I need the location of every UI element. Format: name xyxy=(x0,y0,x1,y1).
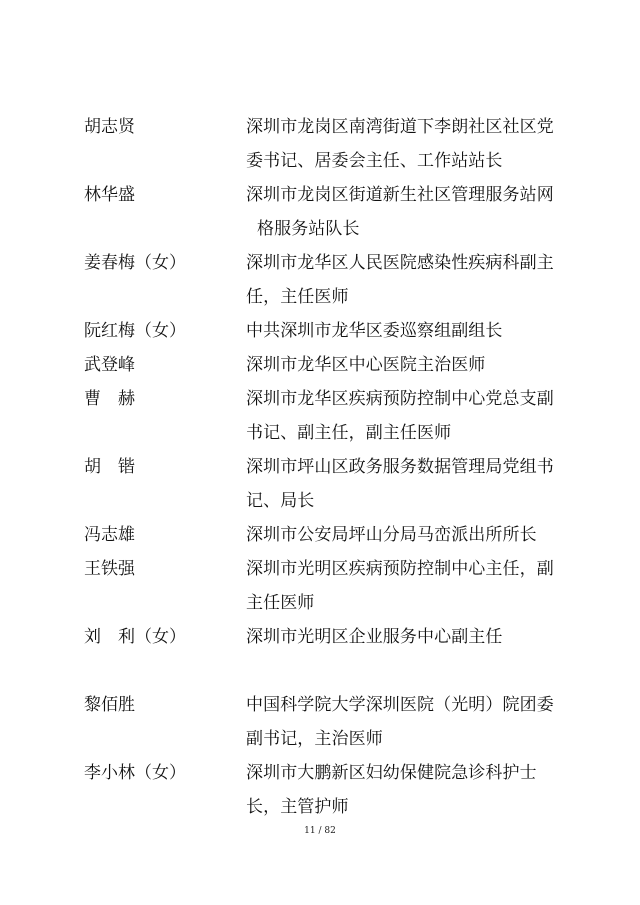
person-position xyxy=(246,756,564,824)
position-line: 深圳市龙华区中心医院主治医师 xyxy=(246,355,486,375)
position-line: 中国科学院大学深圳医院（光明）院团委 xyxy=(246,695,554,715)
person-name: 胡 锴 xyxy=(84,457,135,477)
position-line: 深圳市公安局坪山分局马峦派出所所长 xyxy=(246,525,537,545)
position-line: 记、局长 xyxy=(246,491,315,511)
position-line: 委书记、居委会主任、工作站站长 xyxy=(246,151,503,171)
person-position xyxy=(246,620,564,654)
position-line: 深圳市龙华区疾病预防控制中心党总支副 xyxy=(246,389,554,409)
list-item xyxy=(84,178,564,246)
position-line: 深圳市大鹏新区妇幼保健院急诊科护士 xyxy=(246,763,537,783)
person-position xyxy=(246,518,564,552)
position-line: 格服务站队长 xyxy=(246,219,360,239)
person-position xyxy=(246,110,564,178)
page-number: 11 / 82 xyxy=(304,826,336,836)
list-item xyxy=(84,348,564,382)
position-line: 深圳市坪山区政务服务数据管理局党组书 xyxy=(246,457,554,477)
person-position xyxy=(246,314,564,348)
person-name: 李小林（女） xyxy=(84,763,186,783)
position-line: 深圳市龙岗区南湾街道下李朗社区社区党 xyxy=(246,117,554,137)
person-name: 刘 利（女） xyxy=(84,627,186,647)
position-line: 深圳市光明区企业服务中心副主任 xyxy=(246,627,503,647)
list-item xyxy=(84,382,564,450)
person-position xyxy=(246,688,564,756)
list-item xyxy=(84,620,564,654)
person-position xyxy=(246,178,564,246)
person-position xyxy=(246,348,564,382)
person-name: 王铁强 xyxy=(84,559,135,579)
person-name: 黎佰胜 xyxy=(84,695,135,715)
position-line: 书记、副主任，副主任医师 xyxy=(246,423,452,443)
person-position xyxy=(246,382,564,450)
person-position xyxy=(246,450,564,518)
list-item xyxy=(84,110,564,178)
person-name: 姜春梅（女） xyxy=(84,253,186,273)
list-item xyxy=(84,450,564,518)
position-line: 主任医师 xyxy=(246,593,315,613)
position-line: 中共深圳市龙华区委巡察组副组长 xyxy=(246,321,503,341)
person-name: 胡志贤 xyxy=(84,117,135,137)
position-line: 副书记，主治医师 xyxy=(246,729,383,749)
person-position xyxy=(246,552,564,620)
person-name: 曹 赫 xyxy=(84,389,135,409)
list-item xyxy=(84,756,564,824)
list-item xyxy=(84,314,564,348)
position-line: 深圳市光明区疾病预防控制中心主任，副 xyxy=(246,559,554,579)
position-line: 长，主管护师 xyxy=(246,797,349,817)
person-position xyxy=(246,246,564,314)
person-name: 武登峰 xyxy=(84,355,135,375)
person-name: 阮红梅（女） xyxy=(84,321,186,341)
person-name: 林华盛 xyxy=(84,185,135,205)
position-line: 任，主任医师 xyxy=(246,287,349,307)
position-line: 深圳市龙岗区街道新生社区管理服务站网 xyxy=(246,185,554,205)
list-item xyxy=(84,518,564,552)
position-line: 深圳市龙华区人民医院感染性疾病科副主 xyxy=(246,253,554,273)
person-name: 冯志雄 xyxy=(84,525,135,545)
honoree-list xyxy=(84,110,564,824)
list-item xyxy=(84,246,564,314)
blank-line xyxy=(84,654,564,688)
list-item xyxy=(84,688,564,756)
list-item xyxy=(84,552,564,620)
